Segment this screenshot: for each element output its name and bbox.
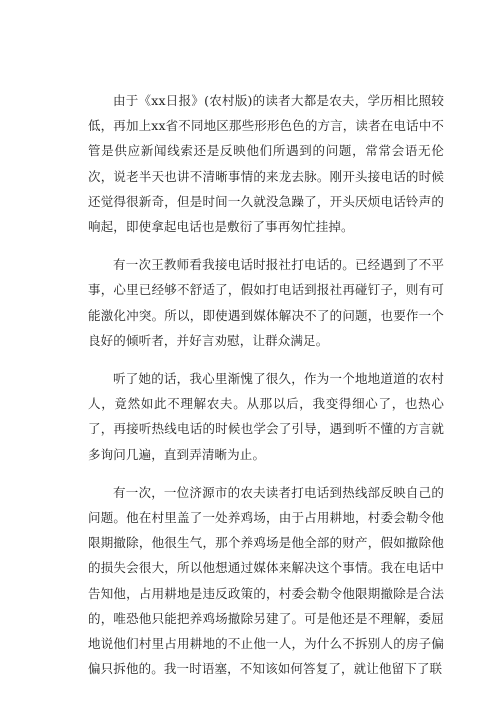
paragraph-1: 由于《xx日报》(农村版)的读者大都是农夫，学历相比照较低，再加上xx省不同地区那些形形色色的方言，读者在电话中不管是供应新闻线索还是反映他们所遇到的问题，常常会语无伦次，说老半天也讲不清晰事情的来龙去脉。刚开头接电话的时候还觉得很新奇，但是时间一久就没急躁了，开头厌烦电话铃声的响起，即使拿起电话也是敷衍了事再匆忙挂掉。: [88, 93, 444, 235]
document-page: [88, 88, 444, 694]
paragraph-3: 听了她的话，我心里渐愧了很久，作为一个地地道道的农村人，竟然如此不理解农夫。从那以后，我变得细心了，也热心了，再接听热线电话的时候也学会了引导，遇到听不懂的方言就多询问几遍，直到弄清晰为止。: [88, 371, 444, 462]
paragraph-2: 有一次王教师看我接电话时报社打电话的。已经遇到了不平事，心里已经够不舒适了，假如打电话到报社再碰钉子，则有可能激化冲突。所以，即使遇到媒体解决不了的问题，也要作一个良好的倾听者，并好言劝慰，让群众满足。: [88, 257, 444, 348]
paragraph-4: 有一次，一位济源市的农夫读者打电话到热线部反映自己的问题。他在村里盖了一处养鸡场，由于占用耕地，村委会勒令他限期撤除，他很生气，那个养鸡场是他全部的财产，假如撤除他的损失会很大，所以他想通过媒体来解决这个事情。我在电话中告知他，占用耕地是违反政策的，村委会勒令他限期撤除是合法的，唯恐他只能把养鸡场撤除另建了。可是他还是不理解，委屈地说他们村里占用耕地的不止他一人，为什么不拆别人的房子偏偏只拆他的。我一时语塞，不知该如何答复了，就让他留下了联: [88, 484, 444, 677]
